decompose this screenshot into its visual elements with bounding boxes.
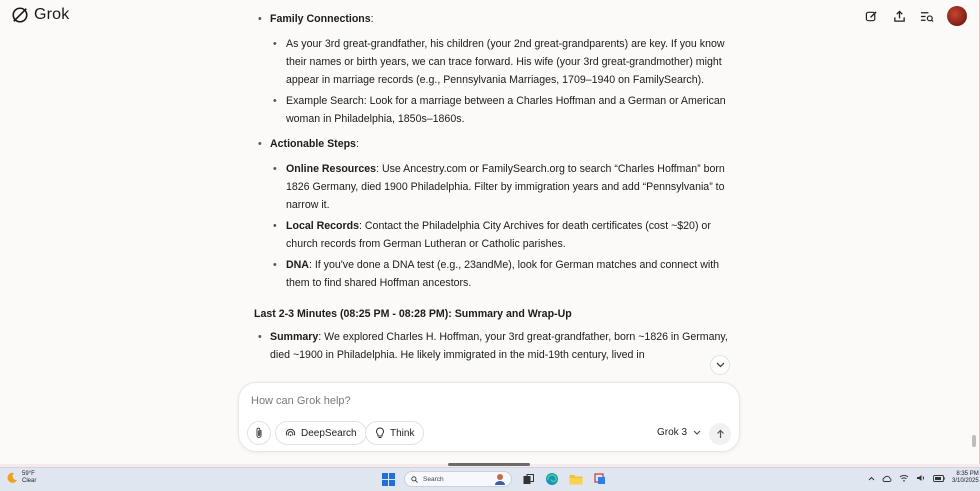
list-item-summary: • Summary: We explored Charles H. Hoffman, your 3rd great-grandfather, born ~1826 in Germany, died ~1900 in Philadelphia. He likely immigrated in the mid-19th century, lived in xyxy=(250,328,730,364)
chevron-down-icon xyxy=(693,430,701,435)
paperclip-icon xyxy=(254,427,264,439)
arrow-up-icon xyxy=(716,429,725,439)
attach-button[interactable] xyxy=(247,421,271,445)
deepsearch-label: DeepSearch xyxy=(301,427,357,439)
clock-date: 3/10/2025 xyxy=(952,478,979,484)
weather-temp: 59°F xyxy=(22,471,35,477)
grok-logo-icon xyxy=(11,6,29,24)
think-button[interactable] xyxy=(365,421,424,445)
send-button[interactable] xyxy=(709,423,731,445)
lightbulb-icon xyxy=(375,427,385,439)
list-item-actionable: • Actionable Steps: xyxy=(250,135,730,153)
volume-icon[interactable] xyxy=(916,474,926,482)
active-window-indicator xyxy=(448,463,530,466)
taskbar-apps xyxy=(380,471,608,487)
user-avatar[interactable] xyxy=(947,6,967,26)
app-name: Grok xyxy=(34,6,70,23)
family-heading: Family Connections xyxy=(270,13,371,25)
edge-browser-icon[interactable] xyxy=(544,471,560,487)
history-search-icon[interactable] xyxy=(919,8,935,24)
weather-condition: Clear xyxy=(22,478,37,484)
taskbar-search[interactable] xyxy=(404,471,512,487)
file-explorer-icon[interactable] xyxy=(568,471,584,487)
list-item: • Example Search: Look for a marriage between a Charles Hoffman and a German or American woman in Philadelphia, 1850s–1860s. xyxy=(250,92,730,128)
chevron-down-icon xyxy=(716,362,725,368)
taskbar xyxy=(0,467,980,491)
deepsearch-button[interactable] xyxy=(275,421,367,445)
battery-icon[interactable] xyxy=(933,475,945,482)
snipping-tool-icon[interactable] xyxy=(592,471,608,487)
section-heading: Last 2-3 Minutes (08:25 PM - 08:28 PM): Summary and Wrap-Up xyxy=(254,308,572,320)
clock[interactable] xyxy=(952,471,979,485)
model-selector[interactable] xyxy=(657,427,701,438)
system-tray xyxy=(868,471,980,485)
clock-time: 8:35 PM xyxy=(956,471,979,477)
weather-widget[interactable] xyxy=(6,471,36,485)
header-actions xyxy=(863,6,967,26)
task-view-icon[interactable] xyxy=(520,471,536,487)
share-icon[interactable] xyxy=(891,8,907,24)
chevron-up-icon[interactable] xyxy=(868,476,875,481)
windows-start-icon[interactable] xyxy=(380,471,396,487)
actionable-heading: Actionable Steps xyxy=(270,138,356,150)
think-label: Think xyxy=(390,427,415,439)
list-item: • As your 3rd great-grandfather, his children (your 2nd great-grandparents) are key. If you know their names or birth years, we can trace forward. His wife (your 3rd great-grandmother) might appear in marriage records (e.g., Pennsylvania Marriages, 1709–1940 on FamilySearch). xyxy=(250,35,730,89)
list-item-family: • Family Connections: xyxy=(250,10,730,28)
list-item: • Local Records: Contact the Philadelphia City Archives for death certificates (cost ~$20) or church records from German Lutheran or Catholic parishes. xyxy=(250,217,730,253)
taskbar-search-label: Search xyxy=(423,475,444,483)
grok-logo[interactable] xyxy=(11,6,69,24)
edit-icon[interactable] xyxy=(863,8,879,24)
search-highlight-icon xyxy=(493,473,507,485)
wifi-icon[interactable] xyxy=(899,474,909,482)
list-item: • Online Resources: Use Ancestry.com or FamilySearch.org to search “Charles Hoffman” born 1826 Germany, died 1900 Philadelphia. Filter by immigration years and add “Pennsylvania” to narrow it. xyxy=(250,160,730,214)
scroll-to-bottom-button[interactable] xyxy=(710,355,730,375)
moon-icon xyxy=(6,472,18,484)
deepsearch-icon xyxy=(285,428,296,439)
scrollbar[interactable] xyxy=(972,435,976,447)
onedrive-cloud-icon[interactable] xyxy=(882,475,892,482)
list-item: • DNA: If you've done a DNA test (e.g., 23andMe), look for German matches and connect with them to find shared Hoffman ancestors. xyxy=(250,256,730,292)
prompt-input[interactable] xyxy=(251,395,721,407)
model-label: Grok 3 xyxy=(657,427,688,438)
search-icon xyxy=(411,476,418,483)
message-composer xyxy=(238,382,740,452)
assistant-response xyxy=(250,10,730,382)
